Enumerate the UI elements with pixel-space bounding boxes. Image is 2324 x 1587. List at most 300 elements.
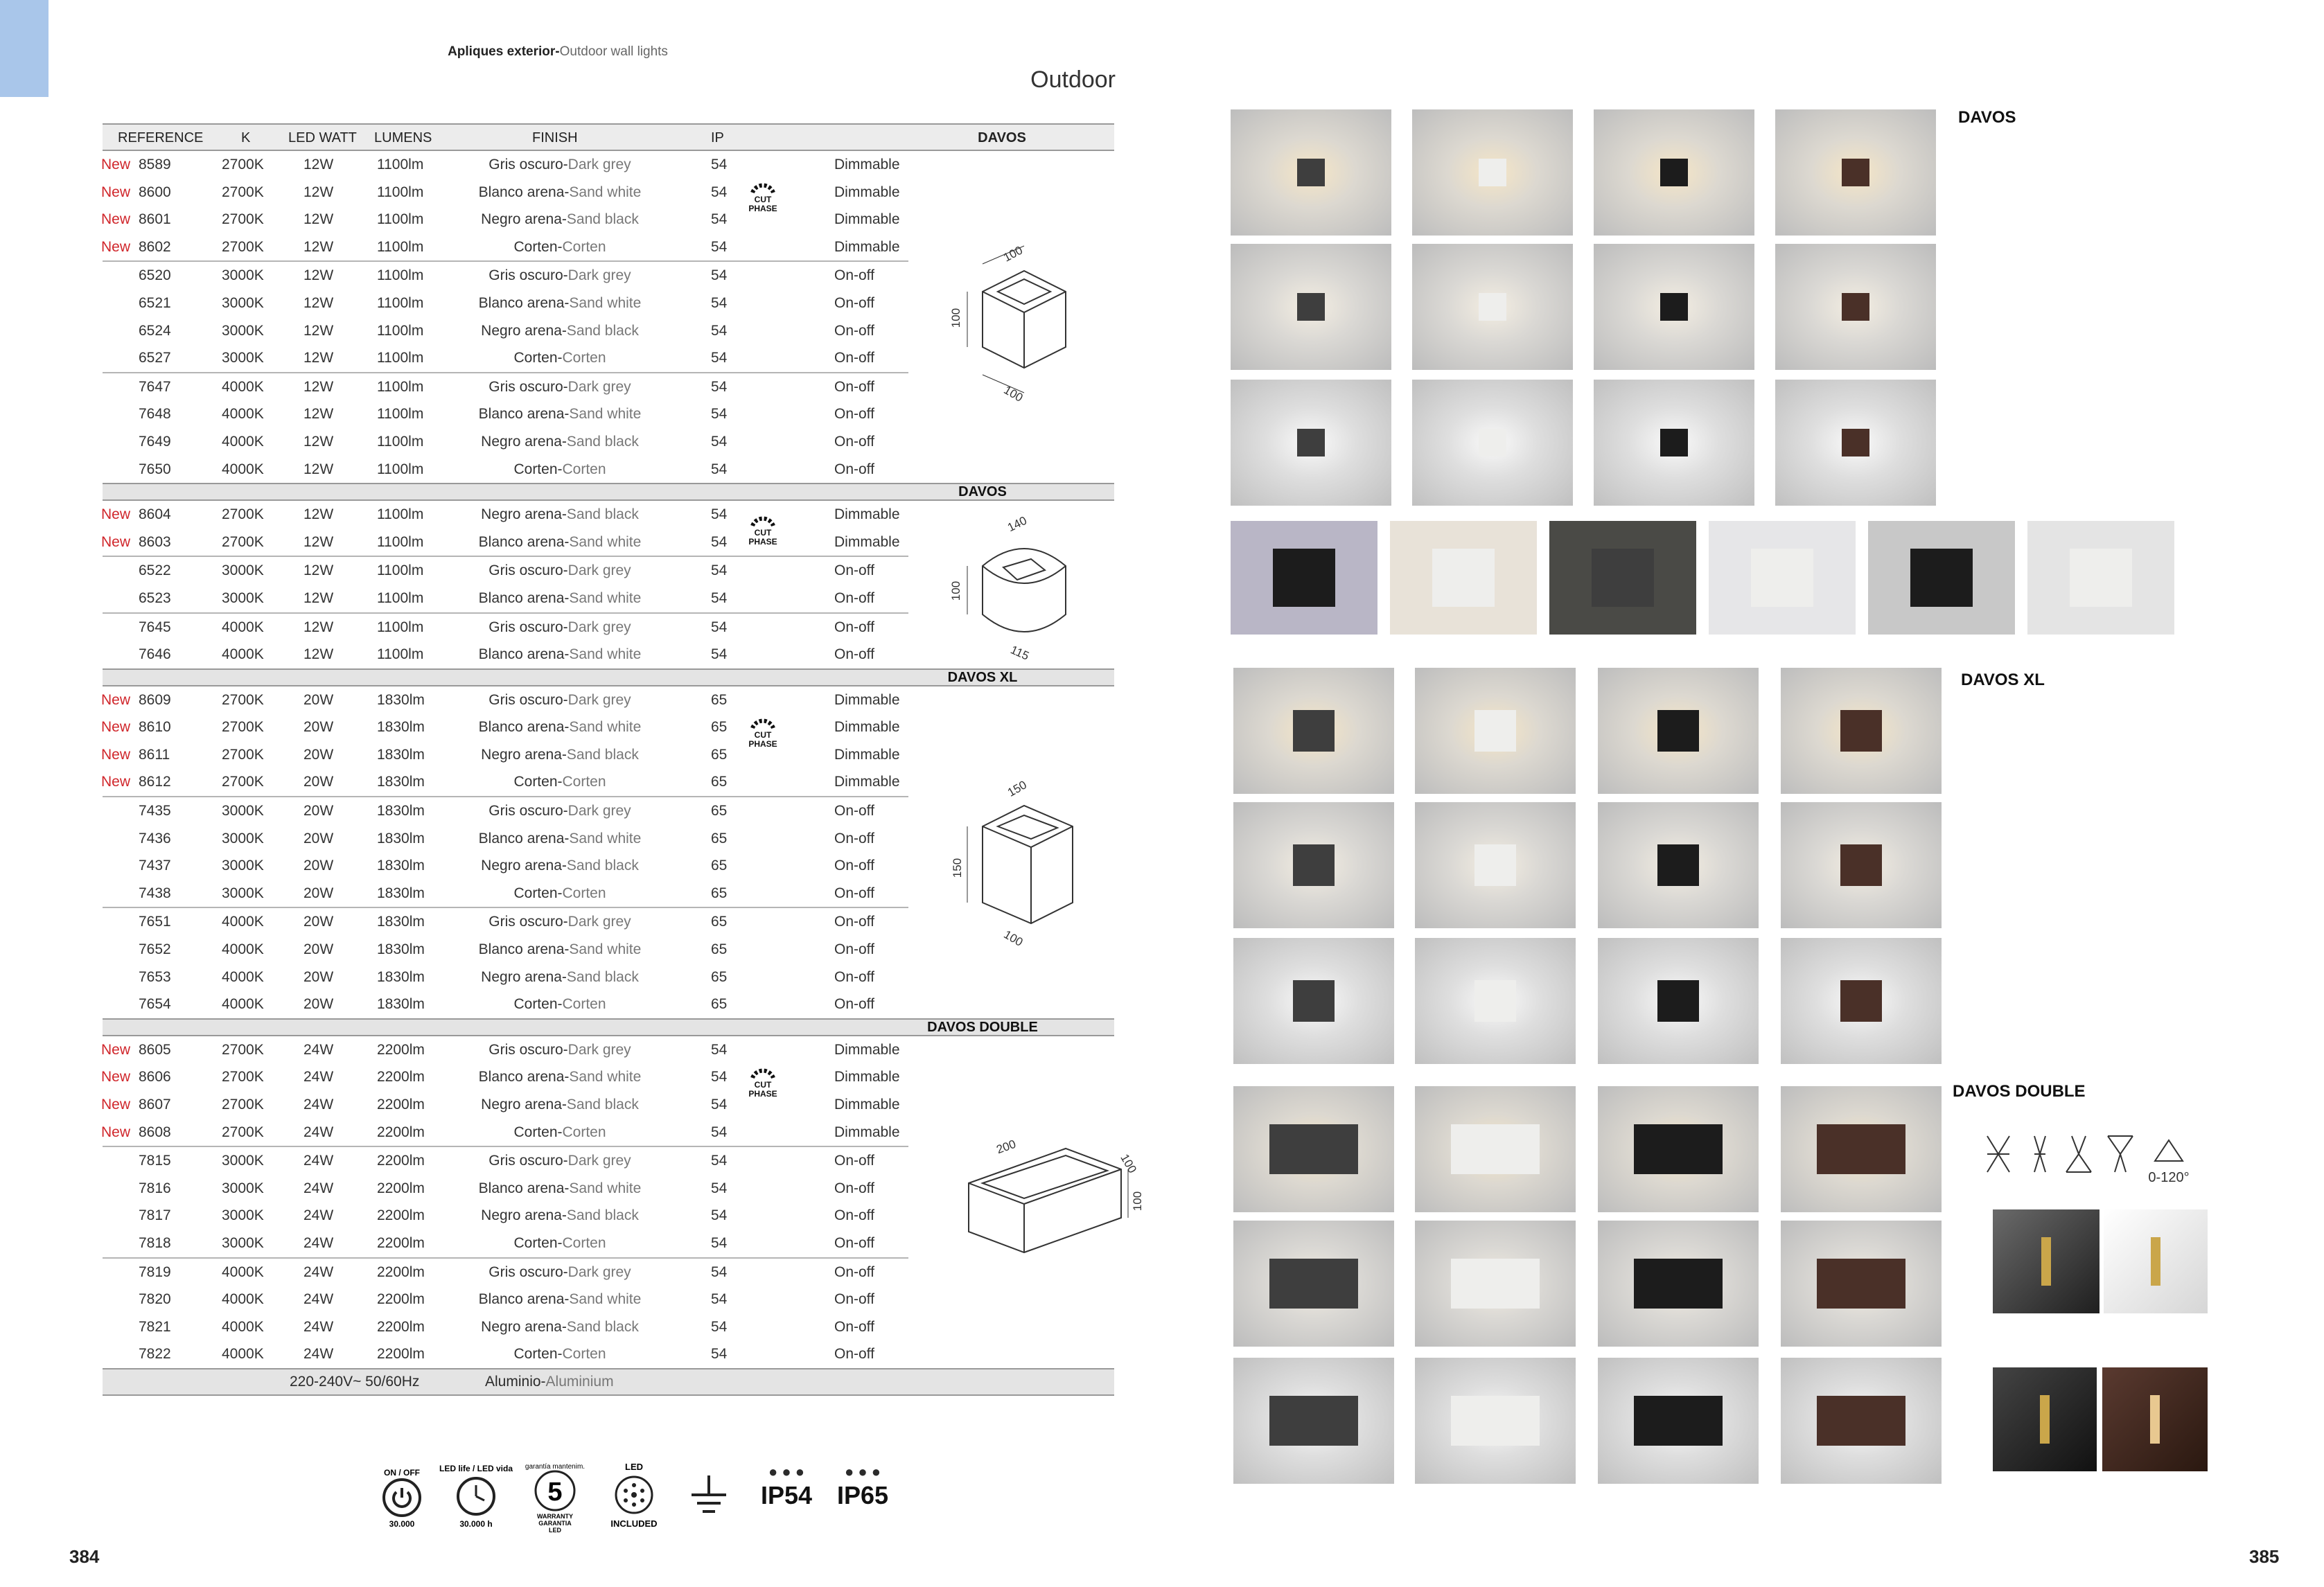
led-watt: 24W [303, 1207, 334, 1224]
finish-en: Sand white [569, 719, 642, 736]
lumens: 2200lm [377, 1153, 425, 1169]
lamp-body [1474, 980, 1516, 1022]
product-photo-round [1231, 521, 1377, 635]
lamp-body [1657, 710, 1699, 752]
finish [442, 1119, 678, 1146]
ip-rating: 65 [711, 914, 728, 930]
table-row [103, 991, 1114, 1018]
ip-rating: 54 [711, 562, 728, 579]
finish-separator: - [557, 1346, 563, 1363]
reference: 7819 [139, 1264, 171, 1280]
onoff-num-text: 30.000 [389, 1519, 415, 1529]
color-temperature: 3000K [222, 322, 264, 339]
lumens: 1830lm [377, 746, 425, 763]
control-type: On-off [834, 996, 874, 1013]
beam-angle-icons [1982, 1133, 2197, 1189]
led-watt: 12W [303, 350, 334, 366]
reference: 7653 [139, 968, 171, 985]
finish-separator: - [557, 996, 563, 1013]
finish-en: Corten [562, 1346, 606, 1363]
lamp-body [1293, 980, 1335, 1022]
lumens: 1830lm [377, 691, 425, 708]
finish [442, 206, 678, 233]
ip-rating: 65 [711, 746, 728, 763]
led-watt: 24W [303, 1291, 334, 1308]
finish-en: Dark grey [567, 562, 631, 579]
ip-rating: 54 [711, 1041, 728, 1058]
dimension-w: 140 [1005, 513, 1029, 535]
finish-separator: - [563, 1153, 568, 1169]
control-type: On-off [834, 1153, 874, 1169]
led-watt: 12W [303, 506, 334, 523]
product-photo [1598, 668, 1759, 794]
product-photo [1598, 938, 1759, 1064]
finish-en: Sand black [566, 211, 639, 228]
control-type: On-off [834, 830, 874, 846]
finish-separator: - [563, 619, 568, 635]
reference: 7815 [139, 1153, 171, 1169]
control-type: Dimmable [834, 533, 900, 550]
finish-en: Sand white [569, 646, 642, 663]
reference: 7646 [139, 646, 171, 663]
led-watt: 12W [303, 238, 334, 255]
finish [442, 614, 678, 641]
reference: 7822 [139, 1346, 171, 1363]
table-row [103, 428, 1114, 456]
warranty-bottom3-text: LED [549, 1527, 561, 1534]
lumens: 1100lm [377, 461, 424, 477]
led-watt: 24W [303, 1318, 334, 1335]
ip-rating: 65 [711, 885, 728, 901]
lamp-body [1479, 293, 1506, 321]
led-watt: 12W [303, 294, 334, 311]
new-tag: New [101, 1041, 131, 1058]
reference: 8600 [139, 184, 171, 200]
reference: 7651 [139, 914, 171, 930]
page-number-left: 384 [69, 1546, 100, 1567]
ip-rating: 65 [711, 691, 728, 708]
product-photo [1415, 1086, 1576, 1212]
lumens: 2200lm [377, 1346, 425, 1363]
ip-rating: 54 [711, 294, 728, 311]
finish [442, 908, 678, 936]
lamp-body [1840, 844, 1882, 886]
control-type: On-off [834, 1234, 874, 1251]
finish [442, 344, 678, 372]
water-drops-icon: ● ● ● [768, 1463, 805, 1480]
reference: 7650 [139, 461, 171, 477]
ip-rating: 54 [711, 461, 728, 477]
reference: 7648 [139, 406, 171, 423]
warranty-num-text: 5 [547, 1478, 563, 1507]
ip-rating: 54 [711, 267, 728, 284]
product-photo-round [2027, 521, 2174, 635]
lumens: 1830lm [377, 858, 425, 874]
table-row [103, 713, 1114, 741]
group-header [103, 668, 1114, 686]
lumens: 2200lm [377, 1264, 425, 1280]
finish-es: Gris oscuro [488, 378, 563, 395]
lumens: 1100lm [377, 350, 424, 366]
ip-rating: 54 [711, 589, 728, 606]
color-temperature: 2700K [222, 533, 264, 550]
led-watt: 20W [303, 830, 334, 846]
color-temperature: 2700K [222, 746, 264, 763]
onoff-top-text: ON / OFF [384, 1468, 420, 1478]
ip54-text: IP54 [760, 1481, 813, 1509]
finish [442, 290, 678, 317]
finish-en: Dark grey [567, 1153, 631, 1169]
product-photo-round [1549, 521, 1696, 635]
reference: 6523 [139, 589, 171, 606]
finish-es: Gris oscuro [488, 803, 563, 819]
finish [442, 233, 678, 261]
dimension-d: 100 [1001, 382, 1025, 405]
finish-en: Dark grey [567, 619, 631, 635]
finish-separator: - [561, 746, 567, 763]
col-ip: IP [711, 130, 724, 145]
reference: 7818 [139, 1234, 171, 1251]
color-temperature: 2700K [222, 506, 264, 523]
control-type: Dimmable [834, 691, 900, 708]
ip-rating: 54 [711, 1346, 728, 1363]
ip-rating: 54 [711, 238, 728, 255]
table-row [103, 206, 1114, 233]
ip65-text: IP65 [836, 1481, 889, 1509]
lamp-body [1817, 1396, 1905, 1446]
product-photo-round [1868, 521, 2015, 635]
product-photo [1598, 1086, 1759, 1212]
reference: 7435 [139, 803, 171, 819]
ip-rating: 54 [711, 433, 728, 450]
led-included-top-text: LED [625, 1462, 643, 1472]
color-temperature: 4000K [222, 433, 264, 450]
new-tag: New [101, 719, 131, 736]
ip-rating: 54 [711, 1097, 728, 1112]
finish [442, 852, 678, 880]
finish-es: Gris oscuro [488, 157, 563, 172]
control-type: On-off [834, 433, 874, 450]
table-header [103, 123, 1114, 151]
led-included-icon [603, 1460, 665, 1533]
finish-separator: - [564, 719, 570, 736]
table-row [103, 1340, 1114, 1368]
finish [442, 1340, 678, 1368]
finish-en: Sand white [569, 941, 642, 958]
color-temperature: 2700K [222, 774, 264, 790]
finish-separator: - [561, 506, 567, 523]
dimension-drawing [951, 778, 1093, 950]
finish-en: Sand white [569, 830, 642, 846]
finish-separator: - [561, 1318, 567, 1335]
dimension-drawing [949, 243, 1093, 405]
detail-photo [2102, 1367, 2208, 1471]
finish-en: Dark grey [567, 157, 631, 172]
led-watt: 12W [303, 461, 334, 477]
ip-rating: 54 [711, 1069, 728, 1085]
finish-es: Blanco arena [478, 719, 565, 736]
finish-separator: - [561, 211, 567, 228]
finish-es: Corten [513, 885, 558, 901]
control-type: On-off [834, 267, 874, 284]
category-separator: - [555, 44, 560, 59]
dimension-h: 100 [1118, 1152, 1139, 1176]
color-temperature: 2700K [222, 157, 264, 172]
group-header [103, 1018, 1114, 1036]
control-type: Dimmable [834, 211, 900, 228]
ip-rating: 54 [711, 533, 728, 550]
finish-en: Corten [562, 350, 606, 366]
lamp-body [2040, 1395, 2050, 1444]
finish [442, 1036, 678, 1064]
finish [442, 557, 678, 585]
reference: 7647 [139, 378, 171, 395]
finish-separator: - [564, 533, 570, 550]
finish [442, 991, 678, 1018]
finish-es: Corten [513, 238, 558, 255]
lamp-body [1293, 710, 1335, 752]
color-temperature: 3000K [222, 350, 264, 366]
control-type: On-off [834, 858, 874, 874]
finish-en: Corten [562, 996, 606, 1013]
finish [442, 1230, 678, 1257]
led-watt: 12W [303, 322, 334, 339]
product-photo [1598, 1221, 1759, 1347]
finish-en: Corten [562, 461, 606, 477]
product-photo-round [1390, 521, 1537, 635]
color-temperature: 4000K [222, 1318, 264, 1335]
finish [442, 585, 678, 612]
lamp-body [1297, 293, 1325, 321]
product-photo [1781, 1221, 1942, 1347]
color-temperature: 2700K [222, 1097, 264, 1112]
lamp-body [1474, 710, 1516, 752]
product-photo [1231, 109, 1391, 236]
reference: 7438 [139, 885, 171, 901]
color-temperature: 4000K [222, 1346, 264, 1363]
ip-rating: 54 [711, 157, 728, 172]
finish-separator: - [557, 1234, 563, 1251]
product-photo [1233, 1086, 1394, 1212]
product-photo [1415, 1358, 1576, 1484]
color-temperature: 3000K [222, 562, 264, 579]
lumens: 1100lm [377, 184, 424, 200]
color-temperature: 4000K [222, 941, 264, 958]
finish-es: Gris oscuro [488, 1264, 563, 1280]
lumens: 2200lm [377, 1097, 425, 1112]
reference: 8611 [139, 746, 170, 763]
lumens: 1830lm [377, 803, 425, 819]
led-watt: 20W [303, 858, 334, 874]
finish-es: Gris oscuro [488, 914, 563, 930]
led-watt: 12W [303, 406, 334, 423]
new-tag: New [101, 238, 131, 255]
dimension-h: 150 [951, 858, 965, 878]
control-type: On-off [834, 461, 874, 477]
lumens: 1100lm [377, 322, 424, 339]
lamp-body [1842, 429, 1869, 456]
new-tag: New [101, 1124, 131, 1140]
ip-rating: 54 [711, 184, 728, 200]
ip-rating: 54 [711, 1207, 728, 1224]
led-watt: 12W [303, 646, 334, 663]
finish-separator: - [561, 1207, 567, 1224]
finish-es: Corten [513, 996, 558, 1013]
ip-rating: 65 [711, 968, 728, 985]
color-temperature: 3000K [222, 858, 264, 874]
color-temperature: 4000K [222, 996, 264, 1013]
lamp-body [1634, 1124, 1723, 1174]
product-photo [1415, 938, 1576, 1064]
finish-es: Negro arena [481, 1318, 562, 1335]
lamp-body [1660, 159, 1688, 186]
finish-en: Corten [562, 1124, 606, 1140]
lamp-body [1273, 549, 1335, 607]
product-photo [1775, 380, 1936, 506]
color-temperature: 3000K [222, 830, 264, 846]
col-reference: REFERENCE [118, 130, 204, 145]
finish-separator: - [557, 885, 563, 901]
led-life-top-text: LED life / LED vida [439, 1464, 513, 1473]
control-type: On-off [834, 1264, 874, 1280]
finish-en: Dark grey [567, 1264, 631, 1280]
product-label-davos-double: DAVOS DOUBLE [1953, 1082, 2086, 1101]
lamp-body [2070, 549, 2132, 607]
finish [442, 880, 678, 907]
finish [442, 797, 678, 825]
reference: 7645 [139, 619, 171, 635]
lamp-body [1660, 293, 1688, 321]
table-row [103, 1313, 1114, 1341]
ground-icon [685, 1473, 733, 1521]
finish-es: Blanco arena [478, 184, 565, 200]
led-watt: 20W [303, 914, 334, 930]
lamp-body [1910, 549, 1973, 607]
reference: 6520 [139, 267, 171, 284]
finish-separator: - [563, 267, 568, 284]
new-tag: New [101, 184, 131, 200]
product-photo [1412, 380, 1573, 506]
dimension-w: 200 [994, 1137, 1018, 1157]
reference: 8603 [139, 533, 171, 550]
finish [442, 741, 678, 769]
finish-es: Negro arena [481, 322, 562, 339]
ip-rating: 54 [711, 211, 728, 228]
detail-photo [1993, 1367, 2097, 1471]
finish-es: Gris oscuro [488, 562, 563, 579]
finish-separator: - [564, 294, 570, 311]
dimension-w: 150 [1005, 778, 1029, 800]
finish-en: Sand black [566, 1097, 639, 1112]
dimension-h: 100 [949, 580, 963, 601]
lamp-body [1817, 1259, 1905, 1309]
finish [442, 825, 678, 853]
control-type: On-off [834, 322, 874, 339]
reference: 6527 [139, 350, 171, 366]
cut-text: CUT [754, 195, 772, 204]
control-type: On-off [834, 646, 874, 663]
warranty-top-text: garantía mantenim. [525, 1463, 586, 1471]
product-photo [1598, 1358, 1759, 1484]
reference: 8606 [139, 1069, 171, 1085]
finish-separator: - [557, 461, 563, 477]
finish-en: Corten [562, 1234, 606, 1251]
finish-separator: - [564, 1069, 570, 1085]
finish [442, 151, 678, 179]
finish-en: Sand black [566, 746, 639, 763]
color-temperature: 4000K [222, 646, 264, 663]
dimension-drawing [955, 1135, 1145, 1270]
finish-en: Dark grey [567, 803, 631, 819]
ip-rating: 54 [711, 1180, 728, 1196]
led-watt: 24W [303, 1346, 334, 1363]
reference: 6521 [139, 294, 171, 311]
dimension-d: 100 [1131, 1191, 1145, 1212]
finish-es: Negro arena [481, 506, 562, 523]
ip-rating: 54 [711, 406, 728, 423]
reference: 8608 [139, 1124, 171, 1140]
color-temperature: 2700K [222, 691, 264, 708]
color-temperature: 3000K [222, 1153, 264, 1169]
control-type: Dimmable [834, 774, 900, 790]
table-row [101, 738, 1114, 769]
finish [442, 641, 678, 668]
finish [442, 1175, 678, 1203]
table-row [103, 1286, 1114, 1313]
product-photo [1415, 668, 1576, 794]
detail-photo [2104, 1209, 2208, 1313]
product-photo [1233, 1358, 1394, 1484]
cut-phase-icon [739, 502, 787, 551]
reference: 7817 [139, 1207, 171, 1224]
lamp-body [1817, 1124, 1905, 1174]
control-type: Dimmable [834, 184, 900, 200]
lamp-body [1474, 844, 1516, 886]
lumens: 2200lm [377, 1041, 425, 1058]
reference: 8607 [139, 1097, 171, 1112]
finish [442, 317, 678, 345]
lumens: 1100lm [377, 267, 424, 284]
control-type: On-off [834, 941, 874, 958]
reference: 8610 [139, 719, 171, 736]
product-photo [1233, 938, 1394, 1064]
lumens: 1100lm [377, 619, 424, 635]
new-tag: New [101, 1097, 131, 1112]
finish-en: Dark grey [567, 1041, 631, 1058]
product-photo [1781, 802, 1942, 928]
control-type: On-off [834, 589, 874, 606]
product-label-davos-xl: DAVOS XL [1961, 671, 2045, 689]
finish-es: Blanco arena [478, 941, 565, 958]
table-row [103, 1063, 1114, 1091]
lumens: 1830lm [377, 996, 425, 1013]
new-tag: New [101, 211, 131, 228]
led-watt: 20W [303, 941, 334, 958]
finish-en: Sand white [569, 1180, 642, 1196]
water-drops-icon: ● ● ● [844, 1463, 881, 1480]
ip-rating: 54 [711, 1318, 728, 1335]
ip-rating: 54 [711, 350, 728, 366]
group-header [103, 483, 1114, 501]
lumens: 1830lm [377, 914, 425, 930]
led-watt: 20W [303, 719, 334, 736]
finish-es: Blanco arena [478, 1291, 565, 1308]
control-type: On-off [834, 1291, 874, 1308]
dimension-d: 115 [1008, 643, 1032, 663]
color-temperature: 2700K [222, 1124, 264, 1140]
led-life-icon [439, 1462, 513, 1531]
finish-en: Sand white [569, 589, 642, 606]
